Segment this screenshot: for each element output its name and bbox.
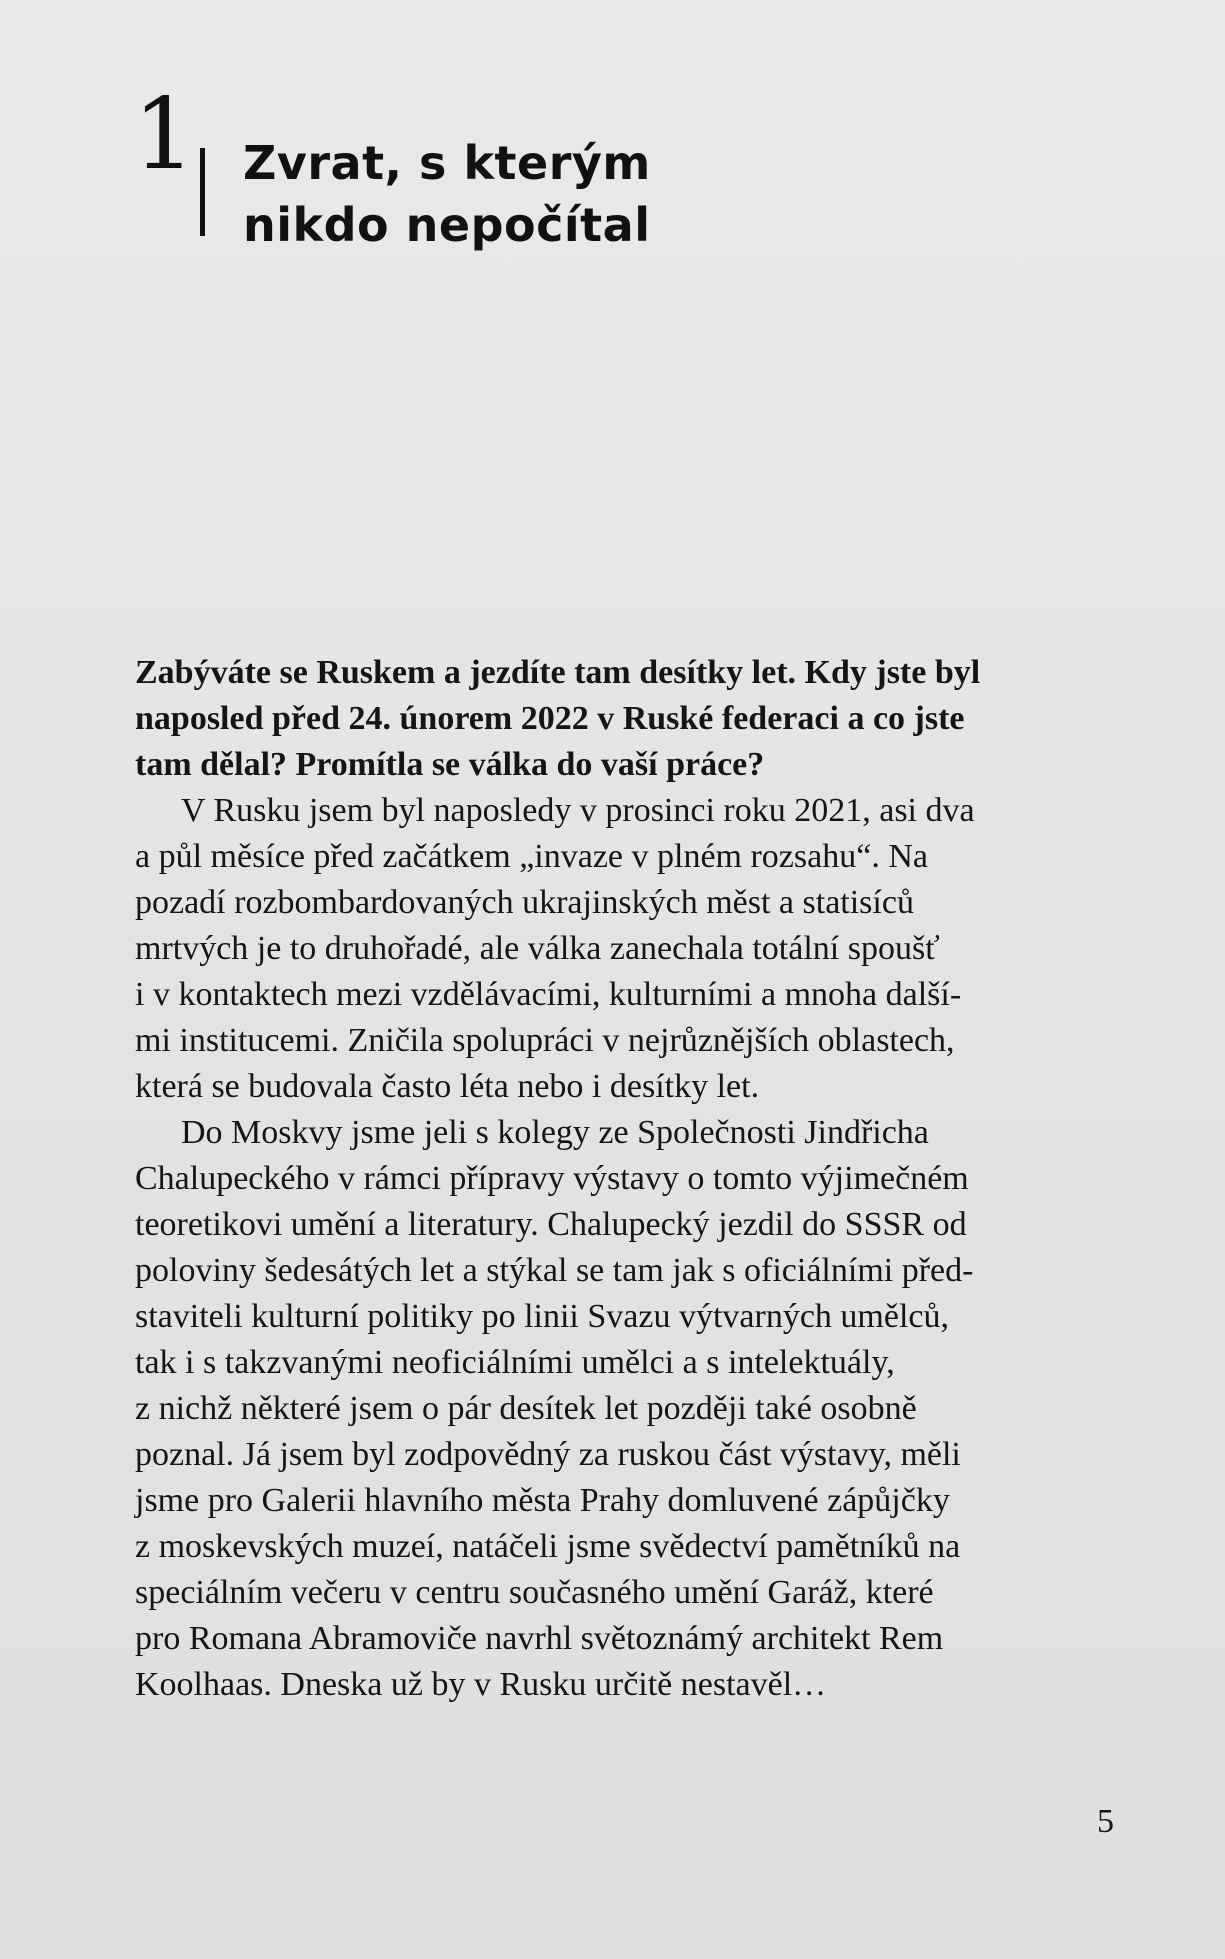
chapter-divider bbox=[200, 148, 205, 236]
answer-line: pro Romana Abramoviče navrhl světoznámý architekt Rem bbox=[135, 1620, 944, 1657]
answer-paragraph-2 bbox=[135, 1110, 1115, 1708]
answer-line: Do Moskvy jsme jeli s kolegy ze Společnosti Jindřicha bbox=[181, 1114, 929, 1151]
answer-line: poznal. Já jsem byl zodpovědný za ruskou část výstavy, měli bbox=[135, 1436, 961, 1473]
chapter-title bbox=[243, 132, 651, 256]
answer-line: Koolhaas. Dneska už by v Rusku určitě nestavěl… bbox=[135, 1666, 827, 1703]
answer-line: z moskevských muzeí, natáčeli jsme svědectví pamětníků na bbox=[135, 1528, 961, 1565]
answer-line: mrtvých je to druhořadé, ale válka zanechala totální spoušť bbox=[135, 930, 940, 967]
answer-line: teoretikovi umění a literatury. Chalupecký jezdil do SSSR od bbox=[135, 1206, 967, 1243]
chapter-number: 1 bbox=[133, 78, 196, 192]
answer-paragraph-1 bbox=[135, 788, 1115, 1110]
answer-line: Chalupeckého v rámci přípravy výstavy o tomto výjimečném bbox=[135, 1160, 969, 1197]
question-line: naposled před 24. únorem 2022 v Ruské federaci a co jste bbox=[135, 700, 965, 737]
chapter-title-line: Zvrat, s kterým bbox=[243, 136, 651, 190]
answer-line: jsme pro Galerii hlavního města Prahy domluvené zápůjčky bbox=[135, 1482, 950, 1519]
answer-line: z nichž některé jsem o pár desítek let později také osobně bbox=[135, 1390, 917, 1427]
answer-line: mi institucemi. Zničila spolupráci v nejrůznějších oblastech, bbox=[135, 1022, 955, 1059]
answer-line: a půl měsíce před začátkem „invaze v plném rozsahu“. Na bbox=[135, 838, 928, 875]
answer-line: V Rusku jsem byl naposledy v prosinci roku 2021, asi dva bbox=[181, 792, 975, 829]
answer-line: speciálním večeru v centru současného umění Garáž, které bbox=[135, 1574, 934, 1611]
body-text bbox=[135, 650, 1115, 1708]
answer-line: poloviny šedesátých let a stýkal se tam jak s oficiálními před- bbox=[135, 1252, 974, 1289]
chapter-title-line: nikdo nepočítal bbox=[243, 198, 651, 252]
question-line: tam dělal? Promítla se válka do vaší práce? bbox=[135, 746, 765, 783]
answer-line: tak i s takzvanými neoficiálními umělci a s intelektuály, bbox=[135, 1344, 895, 1381]
answer-line: i v kontaktech mezi vzdělávacími, kulturními a mnoha další- bbox=[135, 976, 962, 1013]
answer-line: která se budovala často léta nebo i desítky let. bbox=[135, 1068, 760, 1105]
question-line: Zabýváte se Ruskem a jezdíte tam desítky let. Kdy jste byl bbox=[135, 654, 981, 691]
answer-line: staviteli kulturní politiky po linii Svazu výtvarných umělců, bbox=[135, 1298, 949, 1335]
answer-line: pozadí rozbombardovaných ukrajinských měst a statisíců bbox=[135, 884, 914, 921]
interview-question bbox=[135, 650, 1115, 788]
page-number: 5 bbox=[1097, 1803, 1114, 1840]
